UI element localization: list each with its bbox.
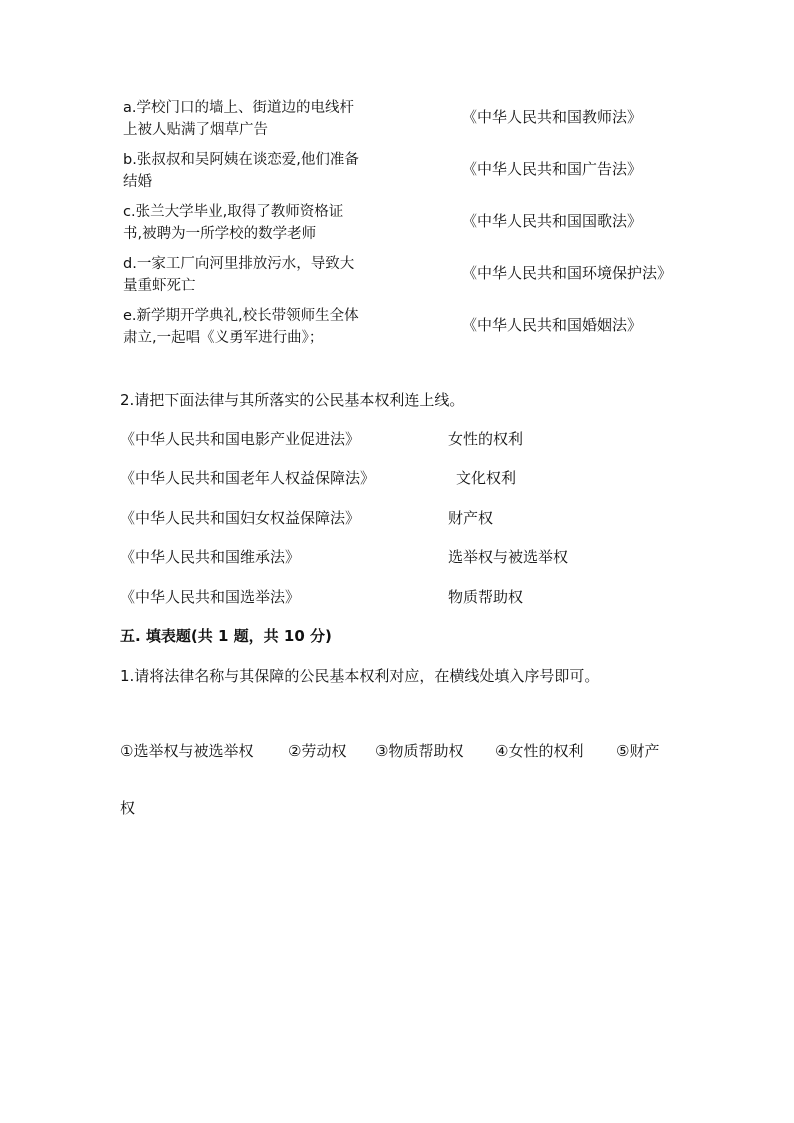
scenario-item-d (123, 253, 398, 297)
option-item: ④女性的权利 (495, 742, 584, 760)
option-item: ⑤财产 (616, 742, 660, 760)
scenario-item-a (123, 97, 398, 141)
scenario-line: 量重虾死亡 (123, 278, 196, 294)
scenario-line: 上被人贴满了烟草广告 (123, 122, 268, 138)
scenario-line: 结婚 (123, 174, 152, 190)
section-heading: 五. 填表题(共 1 题，共 10 分) (120, 627, 332, 645)
option-item: ③物质帮助权 (375, 742, 464, 760)
scenario-line: a.学校门口的墙上、街道边的电线杆 (123, 100, 354, 116)
scenario-line: b.张叔叔和吴阿姨在谈恋爱,他们准备 (123, 152, 359, 168)
scenario-line: d.一家工厂向河里排放污水，导致大 (123, 256, 355, 272)
option-wrap: 权 (120, 799, 136, 817)
law-list-item: 《中华人民共和国电影产业促进法》 (120, 430, 361, 448)
law-list-item: 《中华人民共和国选举法》 (120, 588, 301, 606)
right-list-item: 财产权 (448, 509, 494, 527)
question-2-instruction: 2.请把下面法律与其所落实的公民基本权利连上线。 (120, 391, 465, 409)
law-list-item: 《中华人民共和国妇女权益保障法》 (120, 509, 361, 527)
law-list-item: 《中华人民共和国老年人权益保障法》 (120, 469, 376, 487)
law-item: 《中华人民共和国婚姻法》 (462, 316, 643, 334)
law-item: 《中华人民共和国教师法》 (462, 108, 643, 126)
right-list-item: 文化权利 (456, 469, 517, 487)
option-item: ②劳动权 (288, 742, 347, 760)
law-list-item: 《中华人民共和国维承法》 (120, 548, 301, 566)
scenario-line: 书,被聘为一所学校的数学老师 (123, 226, 317, 242)
law-item: 《中华人民共和国国歌法》 (462, 212, 643, 230)
section-question: 1.请将法律名称与其保障的公民基本权利对应，在横线处填入序号即可。 (120, 667, 600, 685)
scenario-item-b (123, 149, 398, 193)
right-list-item: 选举权与被选举权 (448, 548, 569, 566)
scenario-item-e (123, 305, 398, 349)
right-list-item: 物质帮助权 (448, 588, 524, 606)
scenario-item-c (123, 201, 398, 245)
option-item: ①选举权与被选举权 (120, 742, 254, 760)
law-item: 《中华人民共和国环境保护法》 (462, 264, 673, 282)
law-item: 《中华人民共和国广告法》 (462, 160, 643, 178)
scenario-line: c.张兰大学毕业,取得了教师资格证 (123, 204, 344, 220)
right-list-item: 女性的权利 (448, 430, 524, 448)
scenario-line: e.新学期开学典礼,校长带领师生全体 (123, 308, 359, 324)
scenario-line: 肃立,一起唱《义勇军进行曲》； (123, 330, 324, 346)
